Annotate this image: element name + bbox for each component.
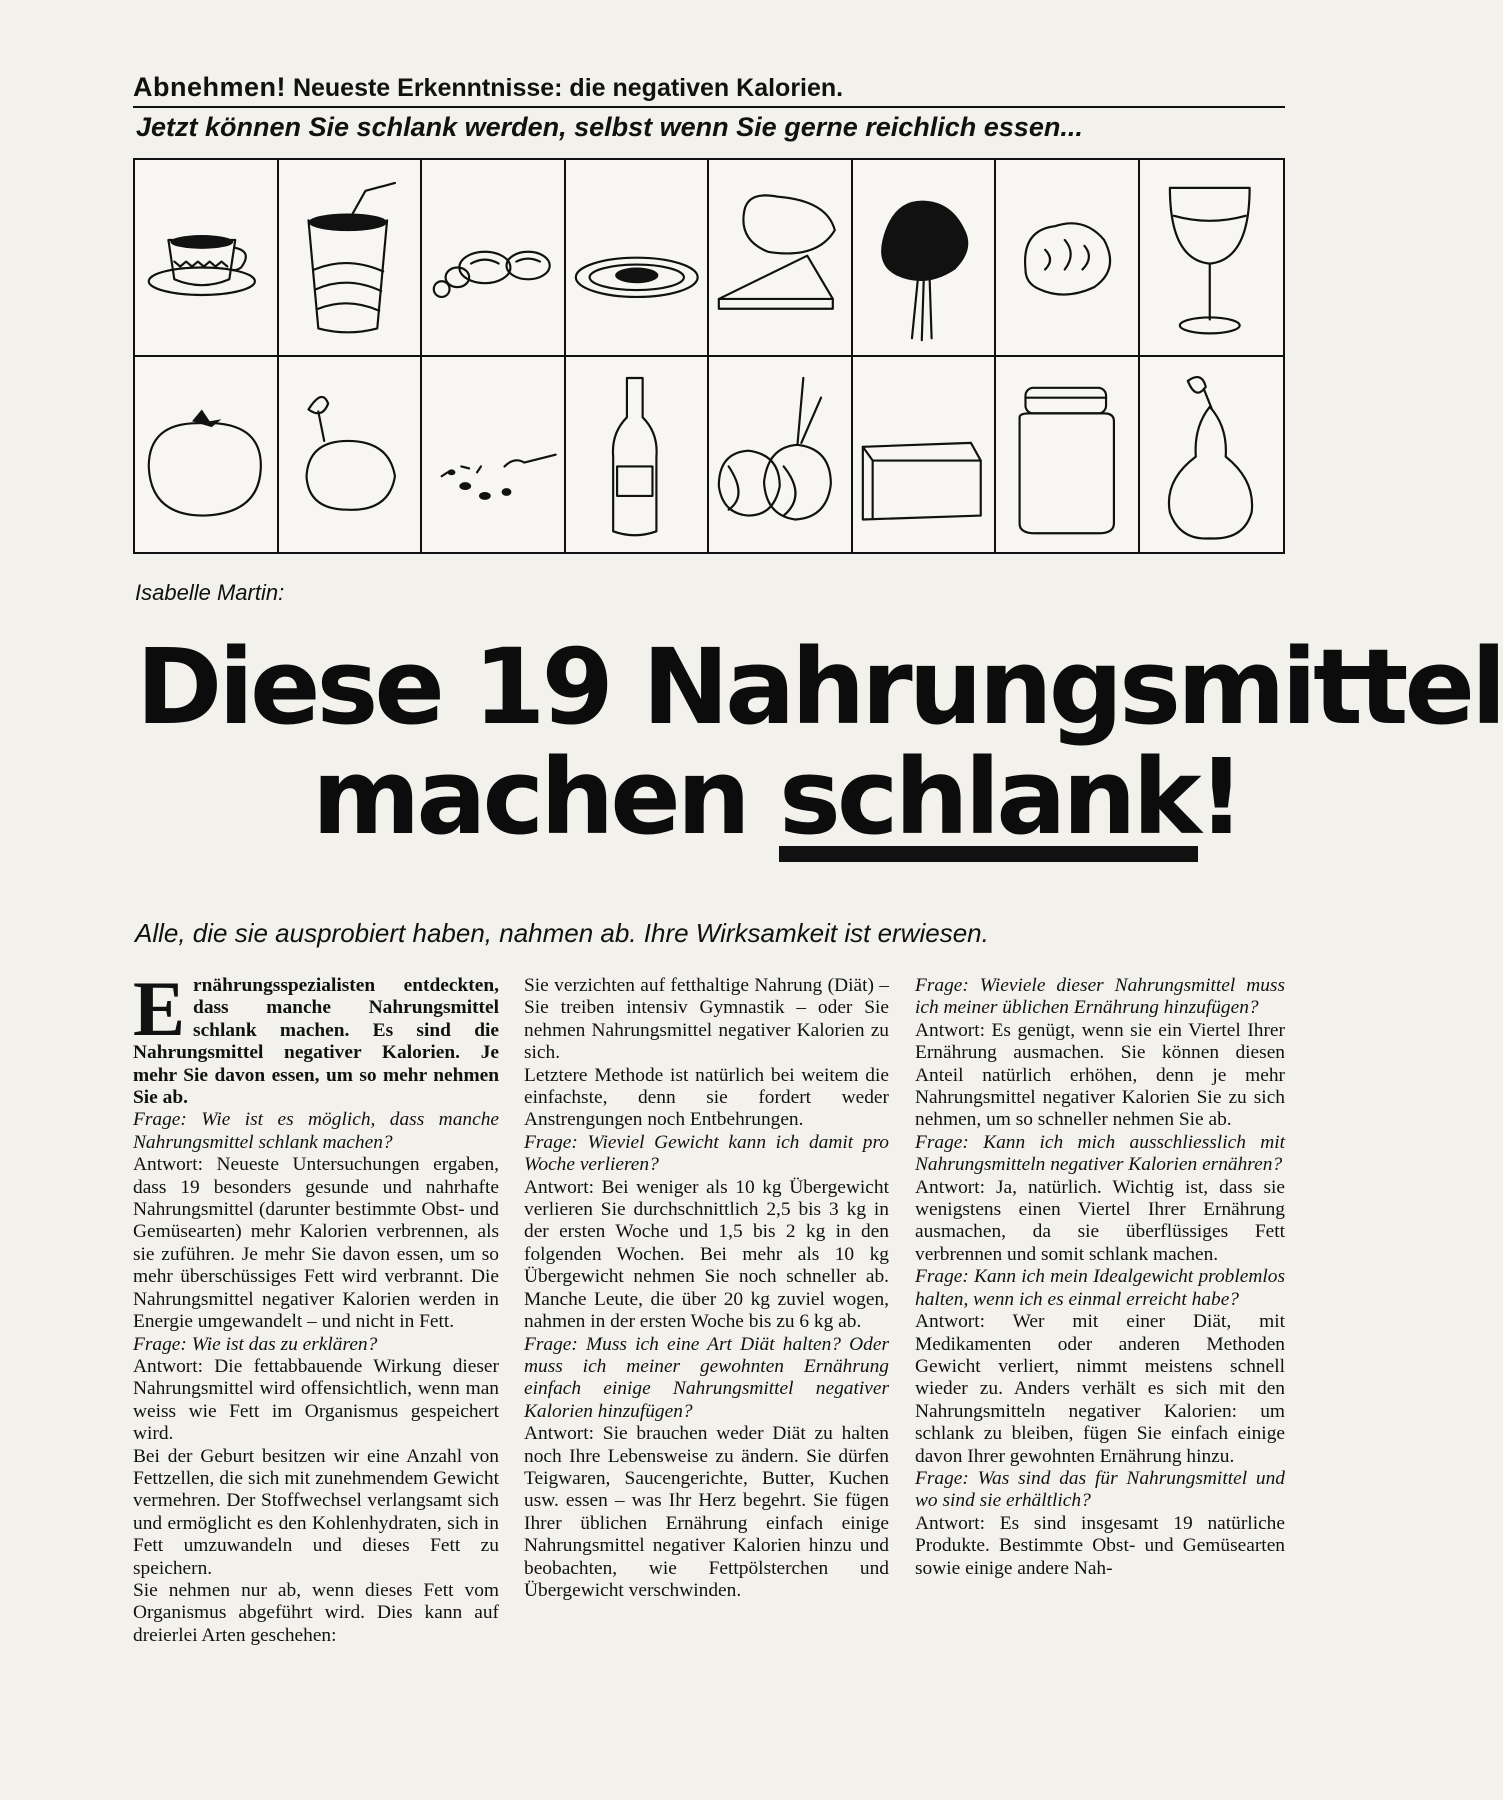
box-icon (853, 357, 997, 552)
answer: Antwort: Es sind insgesamt 19 natürliche Produkte. Bestimmte Obst- und Gemüsearten sowie einige andere Nah- (915, 1512, 1285, 1579)
paragraph: Sie verzichten auf fetthaltige Nahrung (Diät) – Sie treiben intensiv Gymnastik – oder Sie nehmen Nahrungsmittel negativer Kalorien zu sich. (524, 975, 889, 1064)
headline-line1: Diese 19 Nahrungsmittel (136, 626, 1503, 748)
headline-line2-pre: machen (312, 736, 780, 858)
question: Frage: Was sind das für Nahrungsmittel und wo sind sie erhältlich? (915, 1467, 1285, 1512)
headline-line2 (312, 736, 1285, 862)
headline-underlined-word: schlank (779, 748, 1198, 862)
question: Frage: Wie ist das zu erklären? (133, 1333, 378, 1355)
headline (136, 626, 1503, 862)
wine-glass-icon (1140, 160, 1284, 357)
paragraph: Letztere Methode ist natürlich bei weitem die einfachste, denn sie fordert weder Anstrengungen noch Entbehrungen. (524, 1064, 889, 1131)
cookies-icon (422, 160, 566, 357)
answer: Antwort: Wer mit einer Diät, mit Medikamenten oder anderen Methoden Gewicht verliert, nimmt meistens schnell wieder zu. Anders verhält es sich mit den Nahrungsmitteln negativer Kalorien: um schlank zu bleiben, fügen Sie einfach einige davon Ihrer gewohnten Ernährung hinzu. (915, 1311, 1285, 1467)
pear-icon (1140, 357, 1284, 552)
lemon-icon (279, 357, 423, 552)
question: Frage: Wieviele dieser Nahrungsmittel muss ich meiner üblichen Ernährung hinzufügen? (915, 975, 1285, 1019)
question: Frage: Kann ich mein Idealgewicht problemlos halten, wenn ich es einmal erreicht habe? (915, 1266, 1285, 1310)
dropcap: E (133, 965, 186, 1052)
tomato-icon (135, 357, 279, 552)
seeds-icon (422, 357, 566, 552)
lettuce-icon (996, 160, 1140, 357)
drink-glass-icon (279, 160, 423, 357)
kicker-first-word: Abnehmen! (133, 72, 286, 102)
answer: Antwort: Bei weniger als 10 kg Übergewicht verlieren Sie durchschnittlich 2,5 bis 3 kg in der ersten Woche und 1,5 bis 2 kg in den folgenden Wochen. Bei mehr als 10 kg Übergewicht nehmen Sie noch schneller ab. Manche Leute, die über 20 kg zuviel wogen, nahmen in der ersten Woche bis zu 6 kg ab. (524, 1176, 889, 1333)
author-byline: Isabelle Martin: (135, 580, 285, 605)
deck-subtitle: Alle, die sie ausprobiert haben, nahmen ab. Ihre Wirksamkeit ist erwiesen. (135, 918, 989, 948)
article-column-1 (133, 965, 499, 1647)
jar-icon (996, 357, 1140, 552)
paragraph: Bei der Geburt besitzen wir eine Anzahl von Fettzellen, die sich mit zunehmendem Gewicht vermehren. Der Stoffwechsel verlangsamt sich und ermöglicht es den Kohlenhydraten, sich in Fett umzuwandeln und dieses Fett zu speichern. (133, 1445, 499, 1579)
answer: Antwort: Es genügt, wenn sie ein Viertel Ihrer Ernährung ausmachen. Sie können diesen Anteil natürlich erhöhen, denn je mehr Nahrungsmittel negativer Kalorien Sie zu sich nehmen, um so schneller nehmen Sie ab. (915, 1019, 1285, 1131)
kicker-title (133, 72, 843, 103)
article-column-2 (524, 975, 889, 1602)
question: Frage: Kann ich mich ausschliesslich mit Nahrungsmitteln negativer Kalorien ernähren? (915, 1131, 1285, 1176)
plate-icon (566, 160, 710, 357)
answer: Antwort: Die fettabbauende Wirkung dieser Nahrungsmittel wird offensichtlich, wenn man weiss wie Fett im Organismus gespeichert wird. (133, 1355, 499, 1445)
kicker-rest: Neueste Erkenntnisse: die negativen Kalorien. (286, 74, 844, 102)
intro-text: rnährungsspezialisten entdeckten, dass manche Nahrungsmittel schlank machen. Es sind die Nahrungsmittel negativer Kalorien. Je mehr Sie davon essen, um so mehr nehmen Sie ab. (133, 975, 499, 1109)
answer: Antwort: Ja, natürlich. Wichtig ist, dass sie wenigstens einen Viertel Ihrer Ernährung ausmachen, da sie überflüssiges Fett verbrennen und somit schlank machen. (915, 1176, 1285, 1265)
herb-bunch-icon (853, 160, 997, 357)
fruit-and-cake-icon (709, 160, 853, 357)
question: Frage: Muss ich eine Art Diät halten? Oder muss ich meiner gewohnten Ernährung einfach einige Nahrungsmittel negativer Kalorien hinzufügen? (524, 1333, 889, 1422)
question: Frage: Wie ist es möglich, dass manche Nahrungsmittel schlank machen? (133, 1109, 499, 1153)
coffee-cup-icon (135, 160, 279, 357)
question: Frage: Wieviel Gewicht kann ich damit pro Woche verlieren? (524, 1131, 889, 1176)
onions-icon (709, 357, 853, 552)
answer: Antwort: Neueste Untersuchungen ergaben, dass 19 besonders gesunde und nahrhafte Nahrungsmittel (darunter bestimmte Obst- und Gemüsearten) mehr Kalorien verbrennen, als sie zuführen. Je mehr Sie davon essen, um so mehr überschüssiges Fett wird verbrannt. Die Nahrungsmittel negativer Kalorien werden in Energie umgewandelt – und nicht in Fett. (133, 1154, 499, 1333)
food-illustration-grid (133, 158, 1285, 554)
bottle-icon (566, 357, 710, 552)
kicker-subtitle: Jetzt können Sie schlank werden, selbst wenn Sie gerne reichlich essen... (136, 112, 1083, 142)
article-column-3 (915, 975, 1285, 1580)
kicker-rule (133, 106, 1285, 108)
headline-line2-post: ! (1197, 736, 1242, 858)
intro-paragraph (133, 965, 499, 1109)
answer: Antwort: Sie brauchen weder Diät zu halten noch Ihre Lebensweise zu ändern. Sie dürfen Teigwaren, Saucengerichte, Butter, Kuchen usw. essen – was Ihr Herz begehrt. Sie fügen Ihrer üblichen Ernährung einfach einige Nahrungsmittel negativer Kalorien hinzu und beobachten, wie Fettpölsterchen und Übergewicht verschwinden. (524, 1423, 889, 1601)
paragraph: Sie nehmen nur ab, wenn dieses Fett vom Organismus abgeführt wird. Dies kann auf dreierlei Arten geschehen: (133, 1579, 499, 1646)
